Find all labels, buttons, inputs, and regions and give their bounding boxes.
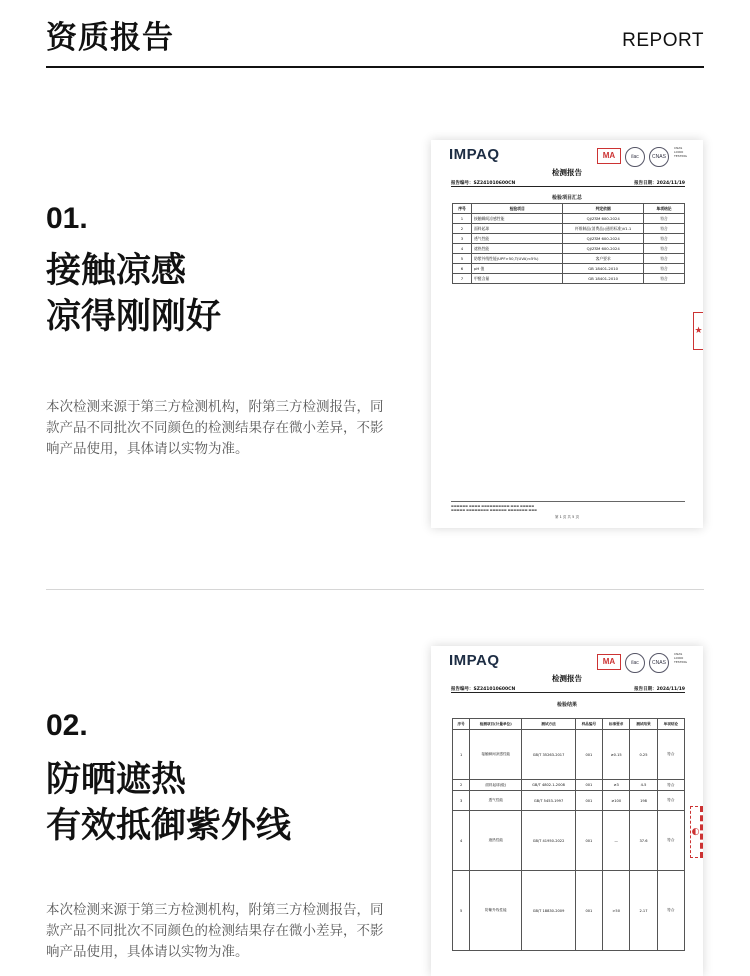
report-date: 报告日期：2024/11/19 (634, 687, 685, 692)
cell: 5 (453, 871, 470, 951)
cma-mark-icon: MA (597, 148, 621, 164)
cell: 甲醛含量 (472, 274, 563, 284)
table-row (453, 264, 685, 274)
cell: GB/T 18830-2009 (522, 871, 575, 951)
section-number: 01. (46, 202, 88, 235)
cell: 001 (575, 791, 602, 811)
table-row (453, 244, 685, 254)
cell: GB/T 35263-2017 (522, 730, 575, 780)
table-header-row (453, 719, 685, 730)
table-caption: 检验结果 (556, 702, 577, 708)
cell: 接触瞬间凉感性能 (470, 730, 522, 780)
cell: 符合 (644, 214, 685, 224)
cell: 符合 (644, 274, 685, 284)
column-header: 单项结论 (644, 204, 685, 214)
cell: 透气性能 (470, 791, 522, 811)
document-rule (451, 186, 685, 187)
cell: 001 (575, 811, 602, 871)
cell: — (603, 811, 630, 871)
cma-mark-icon: MA (597, 654, 621, 670)
table-row (453, 224, 685, 234)
column-header: 标准要求 (603, 719, 630, 730)
accreditation-text: CNAS L0000 TESTING (674, 652, 687, 664)
page-title: 资质报告 (46, 20, 174, 56)
cell: 3 (453, 791, 470, 811)
cell: 面料起球(级) (470, 780, 522, 791)
cell: 4 (453, 811, 470, 871)
cnas-seal-icon: CNAS (649, 147, 669, 167)
cell: 001 (575, 730, 602, 780)
document-title: 检测报告 (552, 674, 582, 683)
document-footer-fine-print: ▬▬▬▬▬▬ ▬▬▬▬ ▬▬▬▬▬▬▬▬▬▬ ▬▬▬ ▬▬▬▬▬ ▬▬▬▬▬ ▬▬▬▬▬▬▬▬ ▬▬▬▬▬▬ ▬▬▬▬▬▬▬ ▬▬▬ (451, 501, 685, 512)
impaq-logo: IMPAQ (449, 652, 500, 669)
ilac-seal-icon: ilac (625, 147, 645, 167)
table-caption: 检验项目汇总 (551, 195, 582, 201)
cell: 防紫外线性能 (470, 871, 522, 951)
cell: pH 值 (472, 264, 563, 274)
cell: GB 18401-2010 (563, 274, 644, 284)
cell: 001 (575, 780, 602, 791)
section-heading-line1: 防晒遮热 (46, 760, 187, 800)
cell: 2 (453, 224, 472, 234)
section-heading-line2: 凉得刚刚好 (46, 297, 222, 337)
cell: 客户要求 (563, 254, 644, 264)
column-header: 序号 (453, 204, 472, 214)
section-heading-line2: 有效抵御紫外线 (46, 806, 292, 846)
cell: GB/T 5453-1997 (522, 791, 575, 811)
cell: 001 (575, 871, 602, 951)
cell: 符合 (644, 254, 685, 264)
cell: 遮热性能 (470, 811, 522, 871)
column-header: 测试结果 (630, 719, 657, 730)
cell: 6 (453, 264, 472, 274)
column-header: 测试方法 (522, 719, 575, 730)
report-number: 报告编号：SZ241010600CN (451, 687, 516, 692)
section-divider (46, 589, 704, 590)
cell: QJ/ZSM 600-2024 (563, 234, 644, 244)
cell: 接触瞬间凉感性能 (472, 214, 563, 224)
section-description: 本次检测来源于第三方检测机构，附第三方检测报告，同款产品不同批次不同颜色的检测结果存在微小差异，不影响产品使用，具体请以实物为准。 (46, 399, 384, 457)
cell: ≥3 (603, 780, 630, 791)
red-seal-stamp-icon: ◐ (690, 806, 703, 858)
table-row (453, 234, 685, 244)
cell: 符合 (657, 811, 684, 871)
table-row (453, 274, 685, 284)
cell: 1 (453, 214, 472, 224)
column-header: 判定依据 (563, 204, 644, 214)
page-indicator: 第 1 页 共 5 页 (554, 515, 580, 519)
table-row (453, 871, 685, 951)
cell: 0.25 (630, 730, 657, 780)
cell: 符合 (644, 234, 685, 244)
impaq-logo: IMPAQ (449, 146, 500, 163)
cell: 面料起球 (472, 224, 563, 234)
cell: 符合 (644, 244, 685, 254)
cell: 符合 (657, 871, 684, 951)
document-title: 检测报告 (552, 168, 582, 177)
cell: 4-5 (630, 780, 657, 791)
cell: 198 (630, 791, 657, 811)
cell: 5 (453, 254, 472, 264)
cell: 防紫外线性能(UPF>50,T(UVA)<5%) (472, 254, 563, 264)
cell: 遮热性能 (472, 244, 563, 254)
column-header: 检测项目(计量单位) (470, 719, 522, 730)
table-header-row (453, 204, 685, 214)
cell: QJ/ZSM 600-2024 (563, 244, 644, 254)
section-heading-line1: 接触凉感 (46, 251, 187, 291)
cell: 2 (453, 780, 470, 791)
column-header: 序号 (453, 719, 470, 730)
accreditation-text: CNAS L0000 TESTING (674, 146, 687, 158)
page-title-en: REPORT (622, 30, 704, 51)
ilac-seal-icon: ilac (625, 653, 645, 673)
cell: ≥100 (603, 791, 630, 811)
cell: 透气性能 (472, 234, 563, 244)
section-description: 本次检测来源于第三方检测机构，附第三方检测报告，同款产品不同批次不同颜色的检测结果存在微小差异，不影响产品使用，具体请以实物为准。 (46, 902, 384, 960)
column-header: 样品编号 (575, 719, 602, 730)
report-date: 报告日期：2024/11/19 (634, 181, 685, 186)
cell: 符合 (657, 730, 684, 780)
results-table (452, 718, 685, 951)
column-header: 检验项目 (472, 204, 563, 214)
cell: 符合 (644, 264, 685, 274)
cell: 符合 (644, 224, 685, 234)
column-header: 单项结论 (657, 719, 684, 730)
cell: GB/T 4802.1-2008 (522, 780, 575, 791)
section-number: 02. (46, 709, 88, 742)
cell: QJ/ZSM 600-2024 (563, 214, 644, 224)
cell: >50 (603, 871, 630, 951)
cell: 7 (453, 274, 472, 284)
report-document-1 (431, 140, 703, 528)
report-document-2 (431, 646, 703, 976)
table-row (453, 791, 685, 811)
cell: 3 (453, 234, 472, 244)
document-rule (451, 692, 685, 693)
cell: GB 18401-2010 (563, 264, 644, 274)
table-row (453, 254, 685, 264)
red-seal-stamp-icon: ★ (693, 312, 703, 350)
table-row (453, 730, 685, 780)
cell: 4 (453, 244, 472, 254)
cnas-seal-icon: CNAS (649, 653, 669, 673)
report-number: 报告编号：SZ241010600CN (451, 181, 516, 186)
cell: GB/T 41950-2022 (522, 811, 575, 871)
table-row (453, 811, 685, 871)
header-divider (46, 66, 704, 68)
summary-table (452, 203, 685, 284)
cell: ≥0.15 (603, 730, 630, 780)
cell: 37.6 (630, 811, 657, 871)
table-row (453, 780, 685, 791)
cell: 符合 (657, 791, 684, 811)
cell: 1 (453, 730, 470, 780)
cell: 2.17 (630, 871, 657, 951)
cell: 符合 (657, 780, 684, 791)
table-row (453, 214, 685, 224)
cell: 纤维制品(消费品)(通用标准)V1.1 (563, 224, 644, 234)
